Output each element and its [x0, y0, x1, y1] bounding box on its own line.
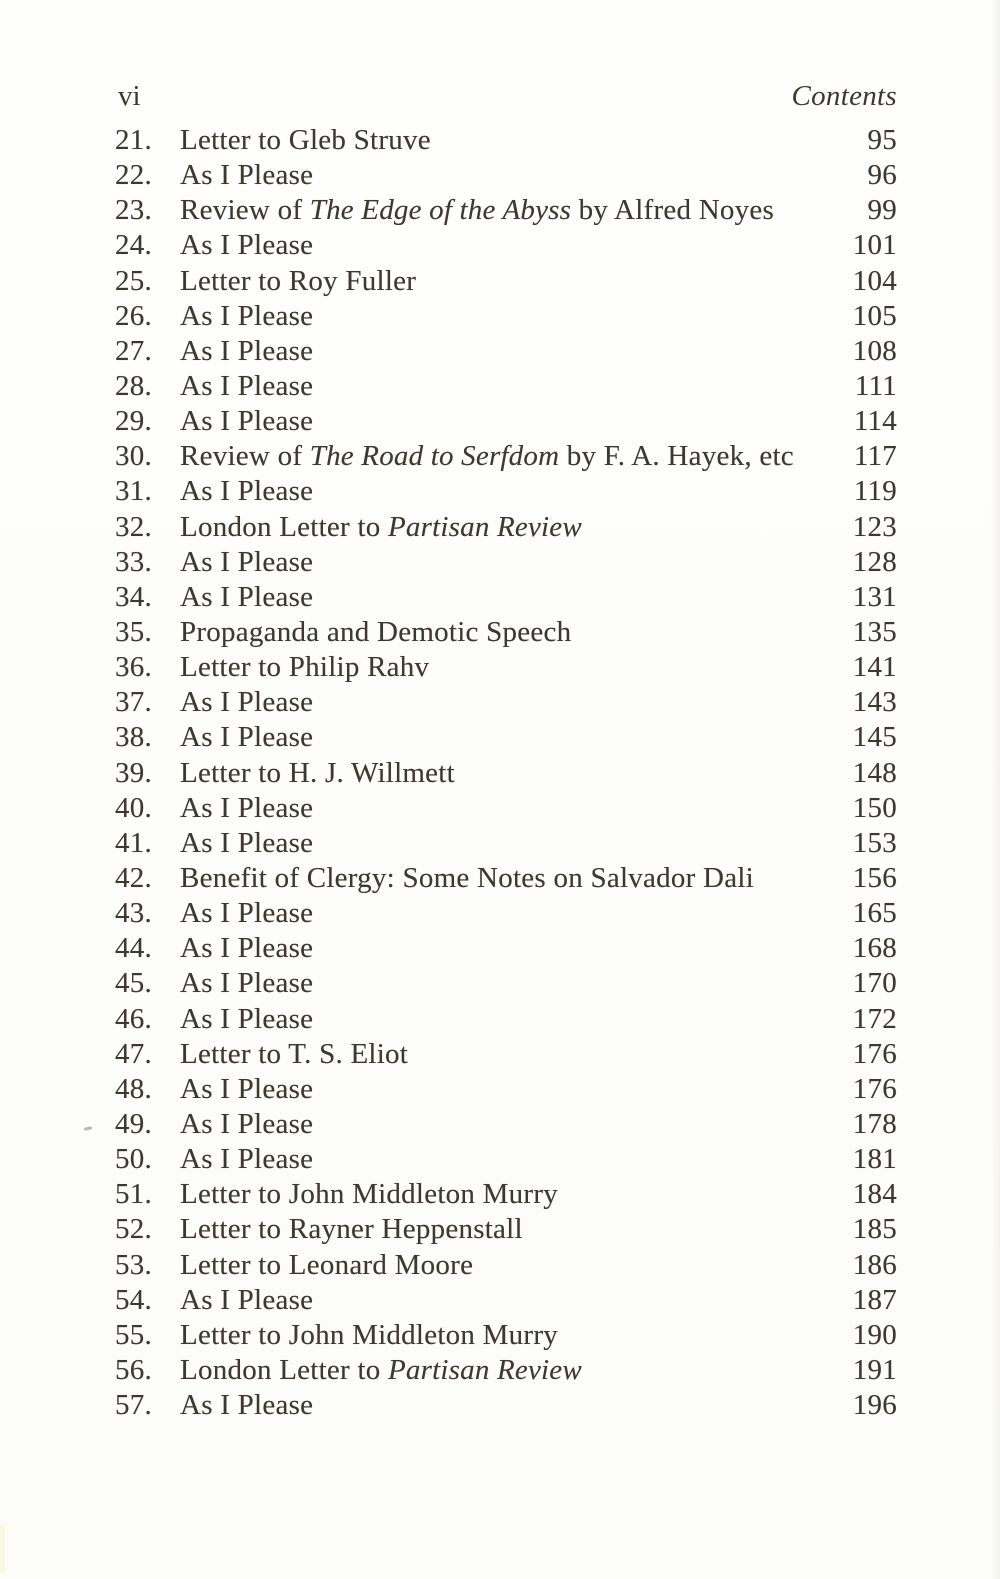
- toc-entry-title: [180, 1318, 853, 1353]
- toc-entry-number: 45.: [115, 967, 152, 1000]
- toc-entry-page: 95: [867, 124, 897, 156]
- toc-entry-number: 31.: [115, 475, 152, 508]
- toc-entry-title: [180, 1248, 853, 1283]
- toc-entry-title: [180, 158, 868, 193]
- toc-entry-page: 190: [852, 1318, 897, 1351]
- toc-entry-page: 181: [852, 1143, 897, 1176]
- toc-title-segment: As I Please: [180, 334, 314, 367]
- toc-title-segment: As I Please: [180, 967, 314, 1000]
- toc-entry: [115, 158, 897, 193]
- toc-entry-title: [180, 685, 853, 720]
- toc-entry-title: [180, 650, 853, 685]
- toc-entry-page: 105: [852, 299, 897, 332]
- toc-entry-page: 191: [852, 1353, 897, 1386]
- toc-entry-number: 43.: [115, 897, 152, 930]
- toc-entry-page: 185: [852, 1213, 897, 1246]
- toc-entry-title: [180, 299, 853, 334]
- page-header: [118, 79, 897, 113]
- toc-entry-page: 196: [852, 1389, 897, 1422]
- toc-title-segment: London Letter to: [180, 510, 389, 543]
- toc-entry-title: [180, 896, 853, 931]
- toc-entry-number: 51.: [115, 1178, 152, 1211]
- scan-edge-tint: [0, 1525, 5, 1573]
- toc-entry-page: 135: [852, 615, 897, 648]
- toc-entry-page: 168: [852, 932, 897, 965]
- toc-entry: [115, 439, 897, 474]
- toc-entry: [115, 1318, 897, 1353]
- toc-entry: [115, 720, 897, 755]
- toc-entry-number: 23.: [115, 194, 152, 227]
- toc-title-segment: London Letter to: [180, 1353, 389, 1386]
- toc-entry-number: 26.: [115, 299, 152, 332]
- toc-title-segment: As I Please: [180, 791, 314, 824]
- toc-entry: [115, 615, 897, 650]
- toc-title-segment: As I Please: [180, 1002, 314, 1035]
- toc-entry-title: [180, 1353, 853, 1388]
- toc-title-segment: As I Please: [180, 1389, 314, 1422]
- toc-title-segment: Letter to Rayner Heppenstall: [180, 1213, 523, 1246]
- toc-entry-page: 150: [852, 791, 897, 824]
- toc-entry-page: 170: [852, 967, 897, 1000]
- toc-entry-title: [180, 1142, 853, 1177]
- toc-entry-number: 41.: [115, 826, 152, 859]
- toc-entry-title: [180, 931, 853, 966]
- toc-entry: [115, 756, 897, 791]
- toc-title-segment: Propaganda and Demotic Speech: [180, 615, 572, 648]
- toc-entry: [115, 1212, 897, 1247]
- toc-entry-title: [180, 474, 854, 509]
- toc-entry-title: [180, 1072, 853, 1107]
- toc-entry-title: [180, 123, 868, 158]
- toc-entry: [115, 1283, 897, 1318]
- toc-entry-number: 33.: [115, 545, 152, 578]
- toc-entry-title: [180, 404, 854, 439]
- toc-entry-title: [180, 720, 853, 755]
- toc-entry-number: 53.: [115, 1248, 152, 1281]
- toc-entry-page: 148: [852, 756, 897, 789]
- toc-entry: [115, 685, 897, 720]
- toc-entry-title: [180, 1002, 853, 1037]
- toc-entry-title: [180, 264, 853, 299]
- toc-entry: [115, 1353, 897, 1388]
- toc-title-segment: Letter to Roy Fuller: [180, 264, 417, 297]
- toc-entry-page: 99: [867, 194, 897, 227]
- toc-entry-number: 44.: [115, 932, 152, 965]
- toc-title-segment: As I Please: [180, 932, 314, 965]
- toc-entry: [115, 228, 897, 263]
- toc-entry-page: 119: [853, 475, 897, 508]
- toc-entry-number: 35.: [115, 615, 152, 648]
- toc-entry-page: 108: [852, 334, 897, 367]
- toc-title-segment: As I Please: [180, 545, 314, 578]
- toc-entry-number: 36.: [115, 651, 152, 684]
- toc-entry: [115, 1037, 897, 1072]
- toc-entry: [115, 369, 897, 404]
- toc-title-segment: Letter to Leonard Moore: [180, 1248, 474, 1281]
- toc-title-segment: Letter to John Middleton Murry: [180, 1178, 559, 1211]
- toc-entry-page: 104: [852, 264, 897, 297]
- toc-entry-number: 57.: [115, 1389, 152, 1422]
- toc-entry-title: [180, 861, 853, 896]
- toc-entry-page: 153: [852, 826, 897, 859]
- toc-entry-page: 128: [852, 545, 897, 578]
- toc-entry: [115, 299, 897, 334]
- toc-title-segment: As I Please: [180, 1143, 314, 1176]
- toc-entry-page: 131: [852, 580, 897, 613]
- toc-entry-page: 114: [853, 405, 897, 438]
- toc-entry-page: 165: [852, 897, 897, 930]
- toc-entry: [115, 1072, 897, 1107]
- toc-entry: [115, 650, 897, 685]
- toc-title-segment: As I Please: [180, 826, 314, 859]
- toc-entry-title: [180, 791, 853, 826]
- toc-title-segment: by Alfred Noyes: [571, 194, 775, 227]
- toc-entry: [115, 545, 897, 580]
- toc-entry-title: [180, 580, 853, 615]
- toc-title-segment: As I Please: [180, 1072, 314, 1105]
- toc-entry: [115, 334, 897, 369]
- toc-entry: [115, 123, 897, 158]
- toc-entry: [115, 1248, 897, 1283]
- toc-entry-number: 48.: [115, 1072, 152, 1105]
- toc-title-segment: Review of: [180, 194, 310, 227]
- toc-entry-title: [180, 334, 853, 369]
- toc-entry-page: 145: [852, 721, 897, 754]
- toc-entry-number: 54.: [115, 1283, 152, 1316]
- toc-entry: [115, 264, 897, 299]
- toc-title-italic-segment: The Edge of the Abyss: [309, 194, 572, 227]
- toc-entry-number: 50.: [115, 1143, 152, 1176]
- toc-entry-number: 37.: [115, 686, 152, 719]
- toc-entry-number: 38.: [115, 721, 152, 754]
- toc-entry: [115, 931, 897, 966]
- toc-title-segment: As I Please: [180, 897, 314, 930]
- toc-entry: [115, 1388, 897, 1423]
- toc-entry-number: 47.: [115, 1037, 152, 1070]
- toc-entry: [115, 474, 897, 509]
- toc-entry: [115, 580, 897, 615]
- toc-entry-title: [180, 966, 853, 1001]
- toc-title-segment: As I Please: [180, 229, 314, 262]
- toc-entry-page: 178: [852, 1107, 897, 1140]
- toc-entry-title: [180, 1107, 853, 1142]
- toc-entry-page: 117: [853, 440, 897, 473]
- toc-title-segment: Letter to Philip Rahv: [180, 651, 430, 684]
- scan-edge-shadow: [991, 0, 1000, 1579]
- page-number-label: vi: [118, 80, 141, 112]
- toc-entry-page: 186: [852, 1248, 897, 1281]
- toc-title-segment: As I Please: [180, 159, 314, 192]
- toc-entry-page: 111: [854, 369, 897, 402]
- toc-entry-page: 176: [852, 1072, 897, 1105]
- toc-entry-number: 22.: [115, 159, 152, 192]
- toc-title-segment: As I Please: [180, 721, 314, 754]
- toc-entry: [115, 791, 897, 826]
- toc-title-italic-segment: Partisan Review: [388, 510, 582, 543]
- toc-entry-number: 56.: [115, 1353, 152, 1386]
- toc-entry-title: [180, 193, 868, 228]
- toc-entry-page: 184: [852, 1178, 897, 1211]
- toc-entry-number: 55.: [115, 1318, 152, 1351]
- toc-entry-number: 29.: [115, 405, 152, 438]
- toc-entry-page: 187: [852, 1283, 897, 1316]
- toc-entry-number: 21.: [115, 124, 152, 156]
- toc-title-italic-segment: Partisan Review: [388, 1353, 582, 1386]
- toc-entry-title: [180, 369, 855, 404]
- toc-entry-page: 156: [852, 861, 897, 894]
- toc-entry-number: 49.: [115, 1107, 152, 1140]
- toc-entry-number: 40.: [115, 791, 152, 824]
- toc-entry: [115, 1107, 897, 1142]
- toc-title-segment: Review of: [180, 440, 310, 473]
- toc-title-segment: As I Please: [180, 1283, 314, 1316]
- toc-entry-title: [180, 615, 853, 650]
- toc-entry-page: 123: [852, 510, 897, 543]
- toc-title-segment: by F. A. Hayek, etc: [559, 440, 794, 473]
- toc-entry: [115, 861, 897, 896]
- toc-entry-number: 46.: [115, 1002, 152, 1035]
- scan-speck: [84, 1126, 92, 1131]
- toc-entry-page: 172: [852, 1002, 897, 1035]
- toc-entry-page: 143: [852, 686, 897, 719]
- toc-entry-title: [180, 545, 853, 580]
- toc-title-segment: As I Please: [180, 369, 314, 402]
- toc-list: [115, 123, 897, 1423]
- toc-title-segment: Benefit of Clergy: Some Notes on Salvador Dali: [180, 861, 754, 894]
- toc-entry: [115, 193, 897, 228]
- toc-entry-number: 27.: [115, 334, 152, 367]
- toc-title-segment: As I Please: [180, 580, 314, 613]
- toc-entry-title: [180, 228, 853, 263]
- toc-entry-title: [180, 1283, 853, 1318]
- toc-title-segment: Letter to T. S. Eliot: [180, 1037, 409, 1070]
- toc-entry-title: [180, 1388, 853, 1423]
- toc-entry: [115, 966, 897, 1001]
- toc-entry-number: 42.: [115, 861, 152, 894]
- toc-entry-page: 176: [852, 1037, 897, 1070]
- toc-title-segment: As I Please: [180, 299, 314, 332]
- toc-entry: [115, 404, 897, 439]
- toc-entry-title: [180, 756, 853, 791]
- toc-entry-number: 24.: [115, 229, 152, 262]
- toc-entry-number: 39.: [115, 756, 152, 789]
- toc-entry: [115, 1142, 897, 1177]
- running-header-contents: Contents: [791, 80, 897, 112]
- toc-entry-number: 52.: [115, 1213, 152, 1246]
- toc-title-segment: As I Please: [180, 686, 314, 719]
- toc-title-segment: As I Please: [180, 475, 314, 508]
- toc-entry-title: [180, 439, 854, 474]
- toc-title-segment: Letter to John Middleton Murry: [180, 1318, 559, 1351]
- toc-title-italic-segment: The Road to Serfdom: [309, 440, 560, 473]
- toc-entry: [115, 510, 897, 545]
- toc-entry: [115, 1177, 897, 1212]
- toc-entry-title: [180, 1212, 853, 1247]
- toc-entry-page: 141: [852, 651, 897, 684]
- toc-entry: [115, 1002, 897, 1037]
- toc-title-segment: As I Please: [180, 1107, 314, 1140]
- toc-entry: [115, 896, 897, 931]
- toc-title-segment: As I Please: [180, 405, 314, 438]
- toc-entry-title: [180, 1177, 853, 1212]
- toc-entry: [115, 826, 897, 861]
- toc-entry-title: [180, 1037, 853, 1072]
- toc-title-segment: Letter to H. J. Willmett: [180, 756, 455, 789]
- toc-entry-number: 25.: [115, 264, 152, 297]
- toc-entry-number: 30.: [115, 440, 152, 473]
- toc-entry-title: [180, 510, 853, 545]
- toc-entry-number: 28.: [115, 369, 152, 402]
- toc-entry-number: 32.: [115, 510, 152, 543]
- toc-entry-title: [180, 826, 853, 861]
- toc-entry-number: 34.: [115, 580, 152, 613]
- toc-entry-page: 96: [867, 159, 897, 192]
- toc-entry-page: 101: [852, 229, 897, 262]
- toc-title-segment: Letter to Gleb Struve: [180, 124, 431, 156]
